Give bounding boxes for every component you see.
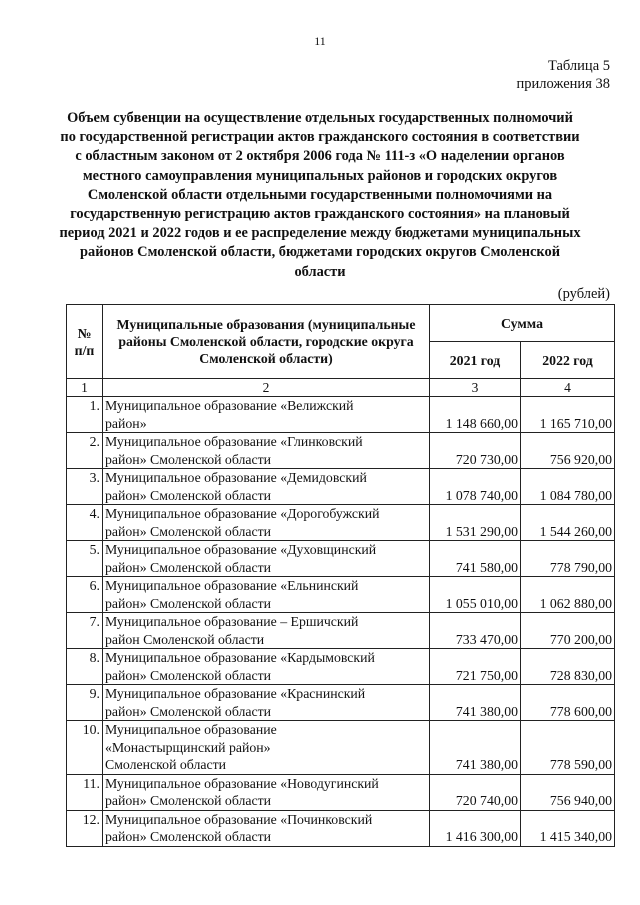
municipality-name-line: район» (105, 415, 147, 431)
table-reference-line: Таблица 5 (547, 58, 610, 74)
table-row (67, 505, 615, 541)
municipality-name-line: Муниципальное образование «Демидовский (105, 470, 367, 485)
title-line: по государственной регистрации актов гражданского состояния в соответствии (60, 129, 580, 146)
municipality-name-line: Муниципальное образование «Глинковский (105, 434, 363, 449)
column-index: 3 (430, 379, 521, 397)
table-row (67, 433, 615, 469)
row-number: 9. (67, 685, 103, 721)
title-line: с областным законом от 2 октября 2006 года № 111-з «О наделении органов (75, 148, 565, 165)
municipality-name-line: Муниципальное образование «Починковский (105, 811, 373, 827)
amount-2021: 1 078 740,00 (430, 469, 521, 505)
municipality-name-line: район» Смоленской области (105, 559, 272, 575)
municipality-name-line: Муниципальное образование «Кардымовский (105, 650, 375, 665)
table-row (67, 397, 615, 433)
amount-2021: 720 730,00 (430, 433, 521, 469)
municipality-name (103, 649, 430, 685)
amount-2022: 756 920,00 (521, 433, 615, 469)
municipality-name (103, 774, 430, 810)
municipality-name-line: район» Смоленской области (105, 829, 272, 844)
municipality-name-line: район» Смоленской области (105, 793, 272, 808)
amount-2021: 733 470,00 (430, 613, 521, 649)
municipality-name-line: Муниципальное образование – Ершичский (105, 614, 359, 629)
municipality-name-line: Муниципальное образование (105, 722, 277, 737)
amount-2022: 1 544 260,00 (521, 505, 615, 541)
row-number: 2. (67, 433, 103, 469)
table-reference (517, 57, 610, 93)
municipality-name-line: район» Смоленской области (105, 595, 272, 611)
amount-2021: 741 580,00 (430, 541, 521, 577)
amount-2021: 1 531 290,00 (430, 505, 521, 541)
amount-2021: 1 416 300,00 (430, 810, 521, 846)
municipality-name (103, 577, 430, 613)
amount-2022: 1 084 780,00 (521, 469, 615, 505)
amount-2022: 778 600,00 (521, 685, 615, 721)
amount-2022: 778 790,00 (521, 541, 615, 577)
municipality-name-line: Муниципальное образование «Ельнинский (105, 578, 359, 593)
amount-2021: 1 148 660,00 (430, 397, 521, 433)
municipality-name (103, 613, 430, 649)
amount-2022: 728 830,00 (521, 649, 615, 685)
row-number: 5. (67, 541, 103, 577)
table-reference-line: приложения 38 (516, 76, 610, 92)
header-municipality: Муниципальные образования (муниципальные районы Смоленской области, городские округа Смоленской области) (103, 305, 430, 379)
column-index: 2 (103, 379, 430, 397)
header-year-2022: 2022 год (521, 342, 615, 379)
header-year-2021: 2021 год (430, 342, 521, 379)
amount-2021: 1 055 010,00 (430, 577, 521, 613)
municipality-name-line: район» Смоленской области (105, 523, 272, 539)
amount-2022: 1 415 340,00 (521, 810, 615, 846)
row-number: 3. (67, 469, 103, 505)
title-line: районов Смоленской области, бюджетами городских округов Смоленской (80, 244, 560, 261)
table-row (67, 721, 615, 775)
municipality-name-line: район» Смоленской области (105, 667, 272, 683)
amount-2021: 741 380,00 (430, 721, 521, 775)
table-row (67, 685, 615, 721)
amount-2022: 778 590,00 (521, 721, 615, 775)
row-number: 12. (67, 810, 103, 846)
municipality-name-line: район Смоленской области (105, 631, 265, 647)
municipality-name-line: Смоленской области (105, 757, 227, 772)
header-number: № п/п (67, 305, 103, 379)
row-number: 10. (67, 721, 103, 775)
municipality-name-line: Муниципальное образование «Дорогобужский (105, 506, 380, 521)
title-line: области (294, 263, 346, 280)
table-row (67, 810, 615, 846)
municipality-name-line: Муниципальное образование «Новодугинский (105, 775, 379, 791)
amount-2022: 1 062 880,00 (521, 577, 615, 613)
amount-2022: 756 940,00 (521, 774, 615, 810)
title-line: государственную регистрацию актов гражданского состояния» на плановый (70, 206, 570, 223)
title-line: Объем субвенции на осуществление отдельных государственных полномочий (67, 110, 573, 126)
amount-2021: 721 750,00 (430, 649, 521, 685)
row-number: 4. (67, 505, 103, 541)
header-sum: Сумма (430, 305, 615, 342)
page-number: 11 (314, 34, 326, 48)
municipality-name-line: район» Смоленской области (105, 703, 272, 719)
table-row (67, 613, 615, 649)
table-row (67, 774, 615, 810)
table-row (67, 577, 615, 613)
municipality-name-line: Муниципальное образование «Велижский (105, 398, 354, 413)
title-line: период 2021 и 2022 годов и ее распределение между бюджетами муниципальных (59, 225, 581, 242)
row-number: 6. (67, 577, 103, 613)
table-row (67, 541, 615, 577)
title-line: местного самоуправления муниципальных районов и городских округов (82, 167, 558, 184)
municipality-name (103, 469, 430, 505)
table-row (67, 469, 615, 505)
municipality-name-line: район» Смоленской области (105, 451, 272, 467)
units-label: (рублей) (557, 286, 610, 302)
municipality-name-line: Муниципальное образование «Духовщинский (105, 542, 377, 557)
municipality-name (103, 541, 430, 577)
amount-2021: 741 380,00 (430, 685, 521, 721)
municipality-name-line: Муниципальное образование «Краснинский (105, 686, 366, 701)
municipality-name (103, 433, 430, 469)
row-number: 8. (67, 649, 103, 685)
amount-2022: 1 165 710,00 (521, 397, 615, 433)
municipality-name (103, 685, 430, 721)
title-line: Смоленской области отдельными государственными полномочиями на (87, 186, 553, 203)
amount-2022: 770 200,00 (521, 613, 615, 649)
document-title (52, 109, 588, 282)
municipality-name (103, 397, 430, 433)
column-index: 4 (521, 379, 615, 397)
row-number: 7. (67, 613, 103, 649)
column-index: 1 (67, 379, 103, 397)
municipality-name-line: «Монастырщинский район» (105, 739, 271, 755)
column-index-row (67, 379, 615, 397)
row-number: 1. (67, 397, 103, 433)
municipality-name-line: район» Смоленской области (105, 487, 272, 503)
municipality-name (103, 810, 430, 846)
municipality-name (103, 505, 430, 541)
table-row (67, 649, 615, 685)
row-number: 11. (67, 774, 103, 810)
amount-2021: 720 740,00 (430, 774, 521, 810)
subvention-table (66, 304, 615, 847)
municipality-name (103, 721, 430, 775)
